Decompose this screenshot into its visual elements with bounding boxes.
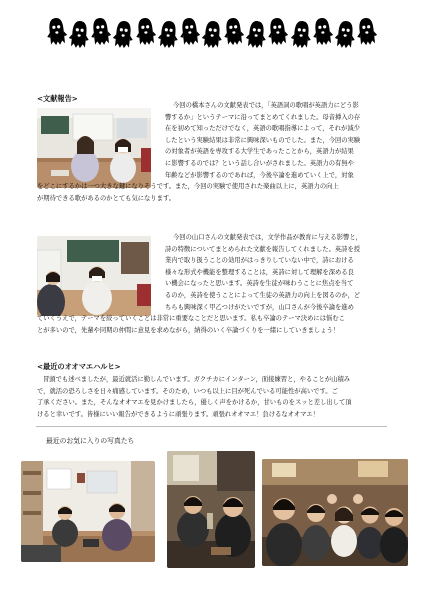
report2-line: とが多いので，先輩や同期の仲間に意見を求めながら，納得のいく卒論づくりを一緒にしていきましょう！ (37, 326, 340, 334)
section-heading-report: <文献報告> (37, 94, 78, 103)
office-photo (21, 461, 155, 562)
report1-line: の対象者が英語を専攻する大学生であったことから，英語力が結果 (165, 148, 354, 156)
recent-text (37, 374, 388, 420)
recent-line: 了承ください。また，そんなオオマエを見かけましたら，優しく声をかけるか，甘いものをスッと差し出して頂 (37, 399, 352, 407)
recent-line: けると幸いです。皆様にいい報告ができるように頑張ります。頑張れオオマエ！負けるなオオマエ！ (37, 410, 319, 418)
ghost-icon (136, 14, 156, 54)
ghost-icon (69, 14, 89, 54)
ghost-icon (47, 14, 67, 54)
report2-line: ていくうえで，テーマを絞っていくことは非常に重要なことだと思います。私も卒論のテーマ決めには悩むこ (37, 315, 345, 323)
section-heading-photos: 最近のお気に入りの写真たち (46, 437, 135, 445)
report1-line: 今回の橋本さんの文献発表では，「英語詞の歌唱が英語力にどう影 (173, 102, 359, 109)
recent-line: 冒頭でも述べましたが，最近就活に勤しんでいます。ガクチカにインターン，面接練習と，やることが山積み (43, 376, 351, 383)
report2-line: ちらも興味深く甲乙つけがたいですが，山口さんが今後卒論を進め (165, 303, 354, 311)
report2-line: 詩の特徴についてまとめられた文献を報告してくれました。英詩を授 (165, 245, 361, 253)
section-divider (36, 426, 387, 427)
report1-line: をどこにするかは一つ大きな鍵になりそうです。また，今回の実験で使用された楽曲以上に，英語力の向上 (37, 183, 339, 191)
report1-line: が期待できる歌があるのかとても気になります。 (37, 194, 176, 202)
report1-line: 響するか」というテーマに沿ってまとめてくれました。母音挿入の存 (165, 113, 361, 121)
ghost-icon (202, 14, 222, 54)
report1-text (37, 100, 388, 204)
restaurant-photo (167, 451, 255, 568)
ghost-icon (158, 14, 178, 54)
ghost-icon (357, 14, 377, 54)
ghost-icon (224, 14, 244, 54)
recent-line: で，就活の恐ろしさを日々痛感しています。そのため，いつも以上に目が死んでいる可能性が高いです。ご (37, 387, 338, 395)
section-heading-recent: <最近のオオマエハルヒ> (37, 362, 121, 371)
ghost-icon (335, 14, 355, 54)
report1-line: 在を初めて知っただけでなく，英語の歌唱指導によって，それが減少 (165, 125, 360, 133)
ghost-icon (246, 14, 266, 54)
group-photo (262, 459, 408, 566)
ghost-icon (291, 14, 311, 54)
report2-line: るのか，英詩を使うことによって生徒の英語力の向上を図るのか，ど (165, 291, 361, 299)
report2-line: 業内で取り扱うことの効用がはっきりしていない中で，詩における (165, 257, 354, 265)
ghost-icon (268, 14, 288, 54)
ghost-icon (180, 14, 200, 54)
report2-line: 今回の山口さんの文献発表では，文学作品が教育に与える影響と， (173, 234, 362, 241)
report1-line: したという実験結果は非常に興味深いものでした。また，今回の実験 (165, 136, 361, 144)
report1-line: 年齢などが影響するのであれば，今後卒論を進めていく上で，対象 (165, 171, 354, 179)
report1-line: に影響するのでは？という話し合いがされました。英語力の有無や (165, 159, 354, 167)
ghost-icon (113, 14, 133, 54)
ghost-icon (91, 14, 111, 54)
ghost-icon (313, 14, 333, 54)
report2-text (37, 232, 388, 336)
report2-line: い機会になったと思います。英詩を生徒が味わうことに焦点を当て (165, 280, 354, 288)
ghost-banner (46, 14, 378, 54)
report2-line: 様々な形式や機能を整理することは，英詩に対して理解を深める良 (165, 268, 354, 276)
